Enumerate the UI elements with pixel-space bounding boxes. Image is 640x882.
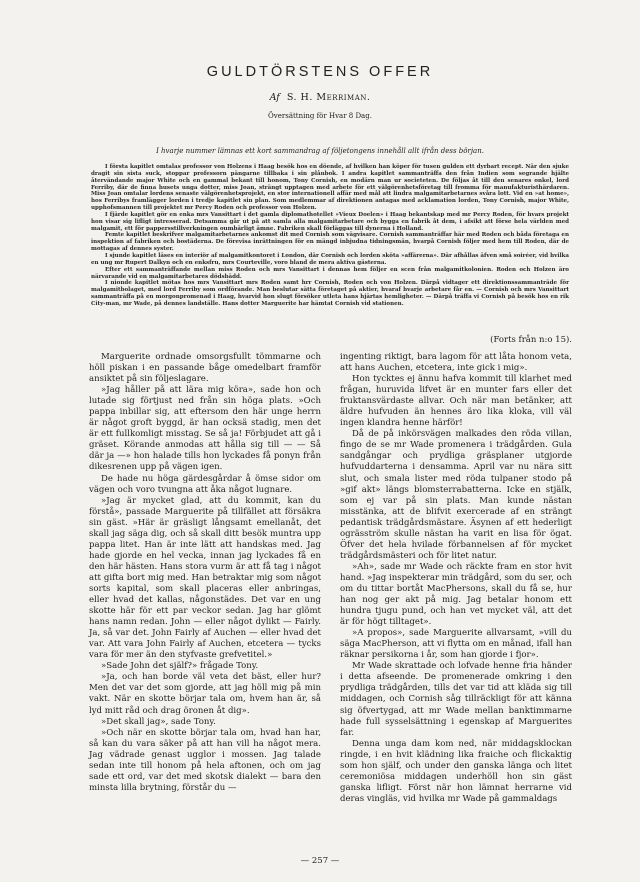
body-paragraph: »Jag är mycket glad, att du kommit, kan du förstå», passade Marguerite på tillfället att försäkra sin gäst. »Här är gräsligt långsamt emellanåt, det skall jag säga dig, och så skall ditt besök muntra upp pappa litet. Han är inte lätt att handskas med. Jag hade gjorde en hel vecka, innan jag lyckades få en den här hästen. Hans stora vurm är att få tag i något att gifta bort mig med. Han betraktar mig som något sorts kapital, som skall placeras eller anbringas, eller hvad det kallas, någonstädes. Det var en ung skotte här för ett par veckor sedan. Jag har glömt hans namn redan. John — eller något dylikt — Fairly. Ja, så var det. John Fairly af Auchen — eller hvad det var. Att vara John Fairly af Auchen, etcetera — tycks vara för mer än den styfvaste grefvetitel.»: [89, 495, 321, 661]
body-paragraph: Mr Wade skrattade och lofvade henne fria händer i detta afseende. De promenerade omkring i den prydliga trädgården, tills det var tid att kläda sig till middagen, och Cornish såg tillräckligt för att känna sig öfvertygad, att mr Wade mellan banktimmarne hade full sysselsättning i egenskap af Marguerites far.: [340, 661, 572, 738]
body-paragraph: Marguerite ordnade omsorgsfullt tömmarne och höll piskan i en passande båge omedelbart framför ansiktet på sin följeslagare.: [89, 352, 321, 385]
body-paragraph: ingenting riktigt, bara lagom för att låta honom veta, att hans Auchen, etcetera, inte gick i mig».: [340, 352, 572, 374]
body-paragraph: »Ja, och han borde väl veta det bäst, eller hur? Men det var det som gjorde, att jag höll mig på min vakt. När en skotte börjar tala om, hvem han är, så lyd mitt råd och drag öronen åt dig».: [89, 672, 321, 716]
left-column: [89, 352, 321, 794]
body-paragraph: De hade nu höga gärdesgårdar å ömse sidor om vägen och voro tvungna att åka något lugnare.: [89, 473, 321, 495]
author-line: [0, 92, 640, 103]
body-paragraph: Denna unga dam kom ned, när middagsklockan ringde, i en hvit klädning lika fraiche och flickaktig som hon själf, och under den ganska länga och litet ceremoniösa middagen underhöll hon sin gäst ganska lifligt. Först när hon lämnat herrarne vid deras vingläs, vid hvilka mr Wade på gammaldags: [340, 738, 572, 804]
page-number: — 257 —: [300, 856, 340, 866]
continuation-note: (Forts från n:o 15).: [490, 335, 572, 345]
summary-intro: I hvarje nummer lämnas ett kort sammandrag af följetongens innehåll allt ifrån dess början.: [156, 147, 484, 155]
body-paragraph: Hon tycktes ej ännu hafva kommit till klarhet med frågan, huruvida lifvet är en munter fars eller det fruktansvärdaste allvar. Och när man betänker, att äldre hufvuden än hennes äro lika kloka, vill väl ingen klandra henne härför!: [340, 374, 572, 429]
summary-paragraph: I nionde kapitlet mötas hos mrs Vansittart mrs Roden samt hrr Cornish, Roden och von Holzen. Därpå vidtager ett direktionssammanträde för malgamitbolaget, med lord Ferriby som ordförande. Man beslutar sätta företaget på aktier, hvaraf hvarje arbetare får en. — Cornish och mrs Vansittart sammanträffa på en morgonpromenad i Haag, hvarvid hon slugt försöker utleta hans hjärtas hemligheter. — Därpå träffa vi Cornish på besök hos en rik City-man, mr Wade, på dennes landställe. Hans dotter Marguerite har hämtat Cornish vid stationen.: [91, 280, 569, 307]
author-name: S. H. Merriman.: [286, 92, 371, 103]
summary-paragraph: Femte kapitlet beskrifver malgamitarbetarnes ankomst dit med Cornish som vägvisare. Cornish sammanträffar här med Roden och båda företaga en inspektion af fabriken och bostäderna. De förevisa inrättningen för en mängd inbjudna tidningsmän, hvarpå Cornish följer med hem till Roden, där de mottagas af dennes syster.: [91, 232, 569, 253]
summary-paragraph: I sjunde kapitlet läses en interiör af malgamitkontoret i London, där Cornish och lorden sköta »affärerna». Där afhållas äfven små soiréer, vid hvilka en ung mr Rupert Dalkyn och en enksfru, mrs Courteville, voro bland de mera aktiva gästerna.: [91, 252, 569, 266]
right-column: [340, 352, 572, 805]
translator-line: Översättning för Hvar 8 Dag.: [268, 112, 372, 120]
body-paragraph: »Och när en skotte börjar tala om, hvad han har, så kan du vara säker på att han vill ha något mera. Jag vädrade genast ugglor i mossen. Jag talade sedan inte till honom på hela aftonen, och om jag sade ett ord, var det med skotsk dialekt — bara den minsta lilla brytning, förstår du —: [89, 727, 321, 793]
summary-paragraph: I fjärde kapitlet gör en enka mrs Vansittart i det gamla diplomathotellet »Vieux Doelen» i Haag bekantskap med mr Percy Roden, för hvars projekt hon visar sig lifligt intresserad. Detsamma går ut på att samla alla malgamitarbetare och bygga en fabrik åt dem, i afsikt att förse hela världen med malgamit, ett för pappersstillverkningen oumbärligt ämne. Fabriken skall förläggas till dynerna i Holland.: [91, 211, 569, 232]
summary-paragraph: I första kapitlet omtalas professor von Holzens i Haag besök hos en döende, af hvilken han köper för tusen gulden ett dyrbart recept. När den sjuke dragit sin sista suck, stoppar professorn pängarne tillbaka i sin plånbok. I andra kapitlet sammanträffa den från Indien som segrande hjälte återvändande major White och en gammal bekant till honom, Tony Cornish, en modärn man ur societeten. De följas åt till den senares onkel, lord Ferriby, där de finna husets unga dotter, miss Joan, strängt upptagen med arbete för ett välgörenhetsföretag till fromma för manufakturisthärdaren. Miss Joan omtalar lordens senaste välgörenhetsprojekt, en stor internationell affär med mål att lindra malgamitarbetarnes svåra lott. Vid en »at home», hos Ferribys framlägger lorden i tredje kapitlet sin plan. Som medlemmar af direktionen antagas med acklamation lorden, Tony Cornish, major White, upphofsmannen till projektet mr Percy Roden och professor von Holzen.: [91, 164, 569, 212]
author-prefix: Af: [269, 92, 280, 103]
body-paragraph: Då de på inkörsvägen malkades den röda villan, fingo de se mr Wade promenera i trädgården. Gula sandgångar och prydliga gräsplaner utgjorde hufvuddarterna i densamma. April var nu nära sitt slut, och smala lister med röda tulpaner stodo på »gif akt» längs blomsterrabatterna. Icke en stjälk, som ej var på sin plats. Man kunde nästan misstänka, att de blifvit exercerade af en strängt pedantisk trädgårdsmästare. Äsynen af ett hederligt ogräsström skulle nästan ha varit en lisa för ögat. Öfver det hela hvilade förbannelsen af för mycket trädgårdsmästeri och för litet natur.: [340, 429, 572, 561]
body-paragraph: »Jag håller på att lära mig köra», sade hon och lutade sig förtjust ned från sin höga plats. »Och pappa inbillar sig, att eftersom den här unge herrn är något groft byggd, är han ocksä stadig, men det är ett fullkomligt misstag. Se så ja! Förbjudet att gå i gräset. Körande anmodas att hålla sig till — — Så där ja —» hon halade tills hon lyckades få ponyn från dikesrenen upp på vägen igen.: [89, 385, 321, 473]
article-title: GULDTÖRSTENS OFFER: [206, 64, 434, 80]
body-paragraph: »Sade John det själf?» frågade Tony.: [101, 661, 259, 672]
body-paragraph: »A propos», sade Marguerite allvarsamt, »vill du säga MacPherson, att vi flytta om en månad, ifall han räknar persikorna i år, som han gjorde i fjor».: [340, 628, 572, 661]
body-paragraph: »Det skall jag», sade Tony.: [101, 716, 216, 727]
summary-block: [91, 164, 569, 308]
summary-paragraph: Efter ett sammanträffande mellan miss Roden och mrs Vansittart i dennas hem följer en scen från malgamitkolonien. Roden och Holzen äro närvarande vid en malgamitarbetares dödsbädd.: [91, 266, 569, 280]
body-paragraph: »Ah», sade mr Wade och räckte fram en stor hvit hand. »Jag inspekterar min trädgård, som du ser, och om du tittar bortåt MacPhersons, skall du få se, hur han nog ger akt på mig. Jag betalar honom ett hundra tjugu pund, och han vet mycket väl, att det är för högt tilltaget».: [340, 561, 572, 628]
